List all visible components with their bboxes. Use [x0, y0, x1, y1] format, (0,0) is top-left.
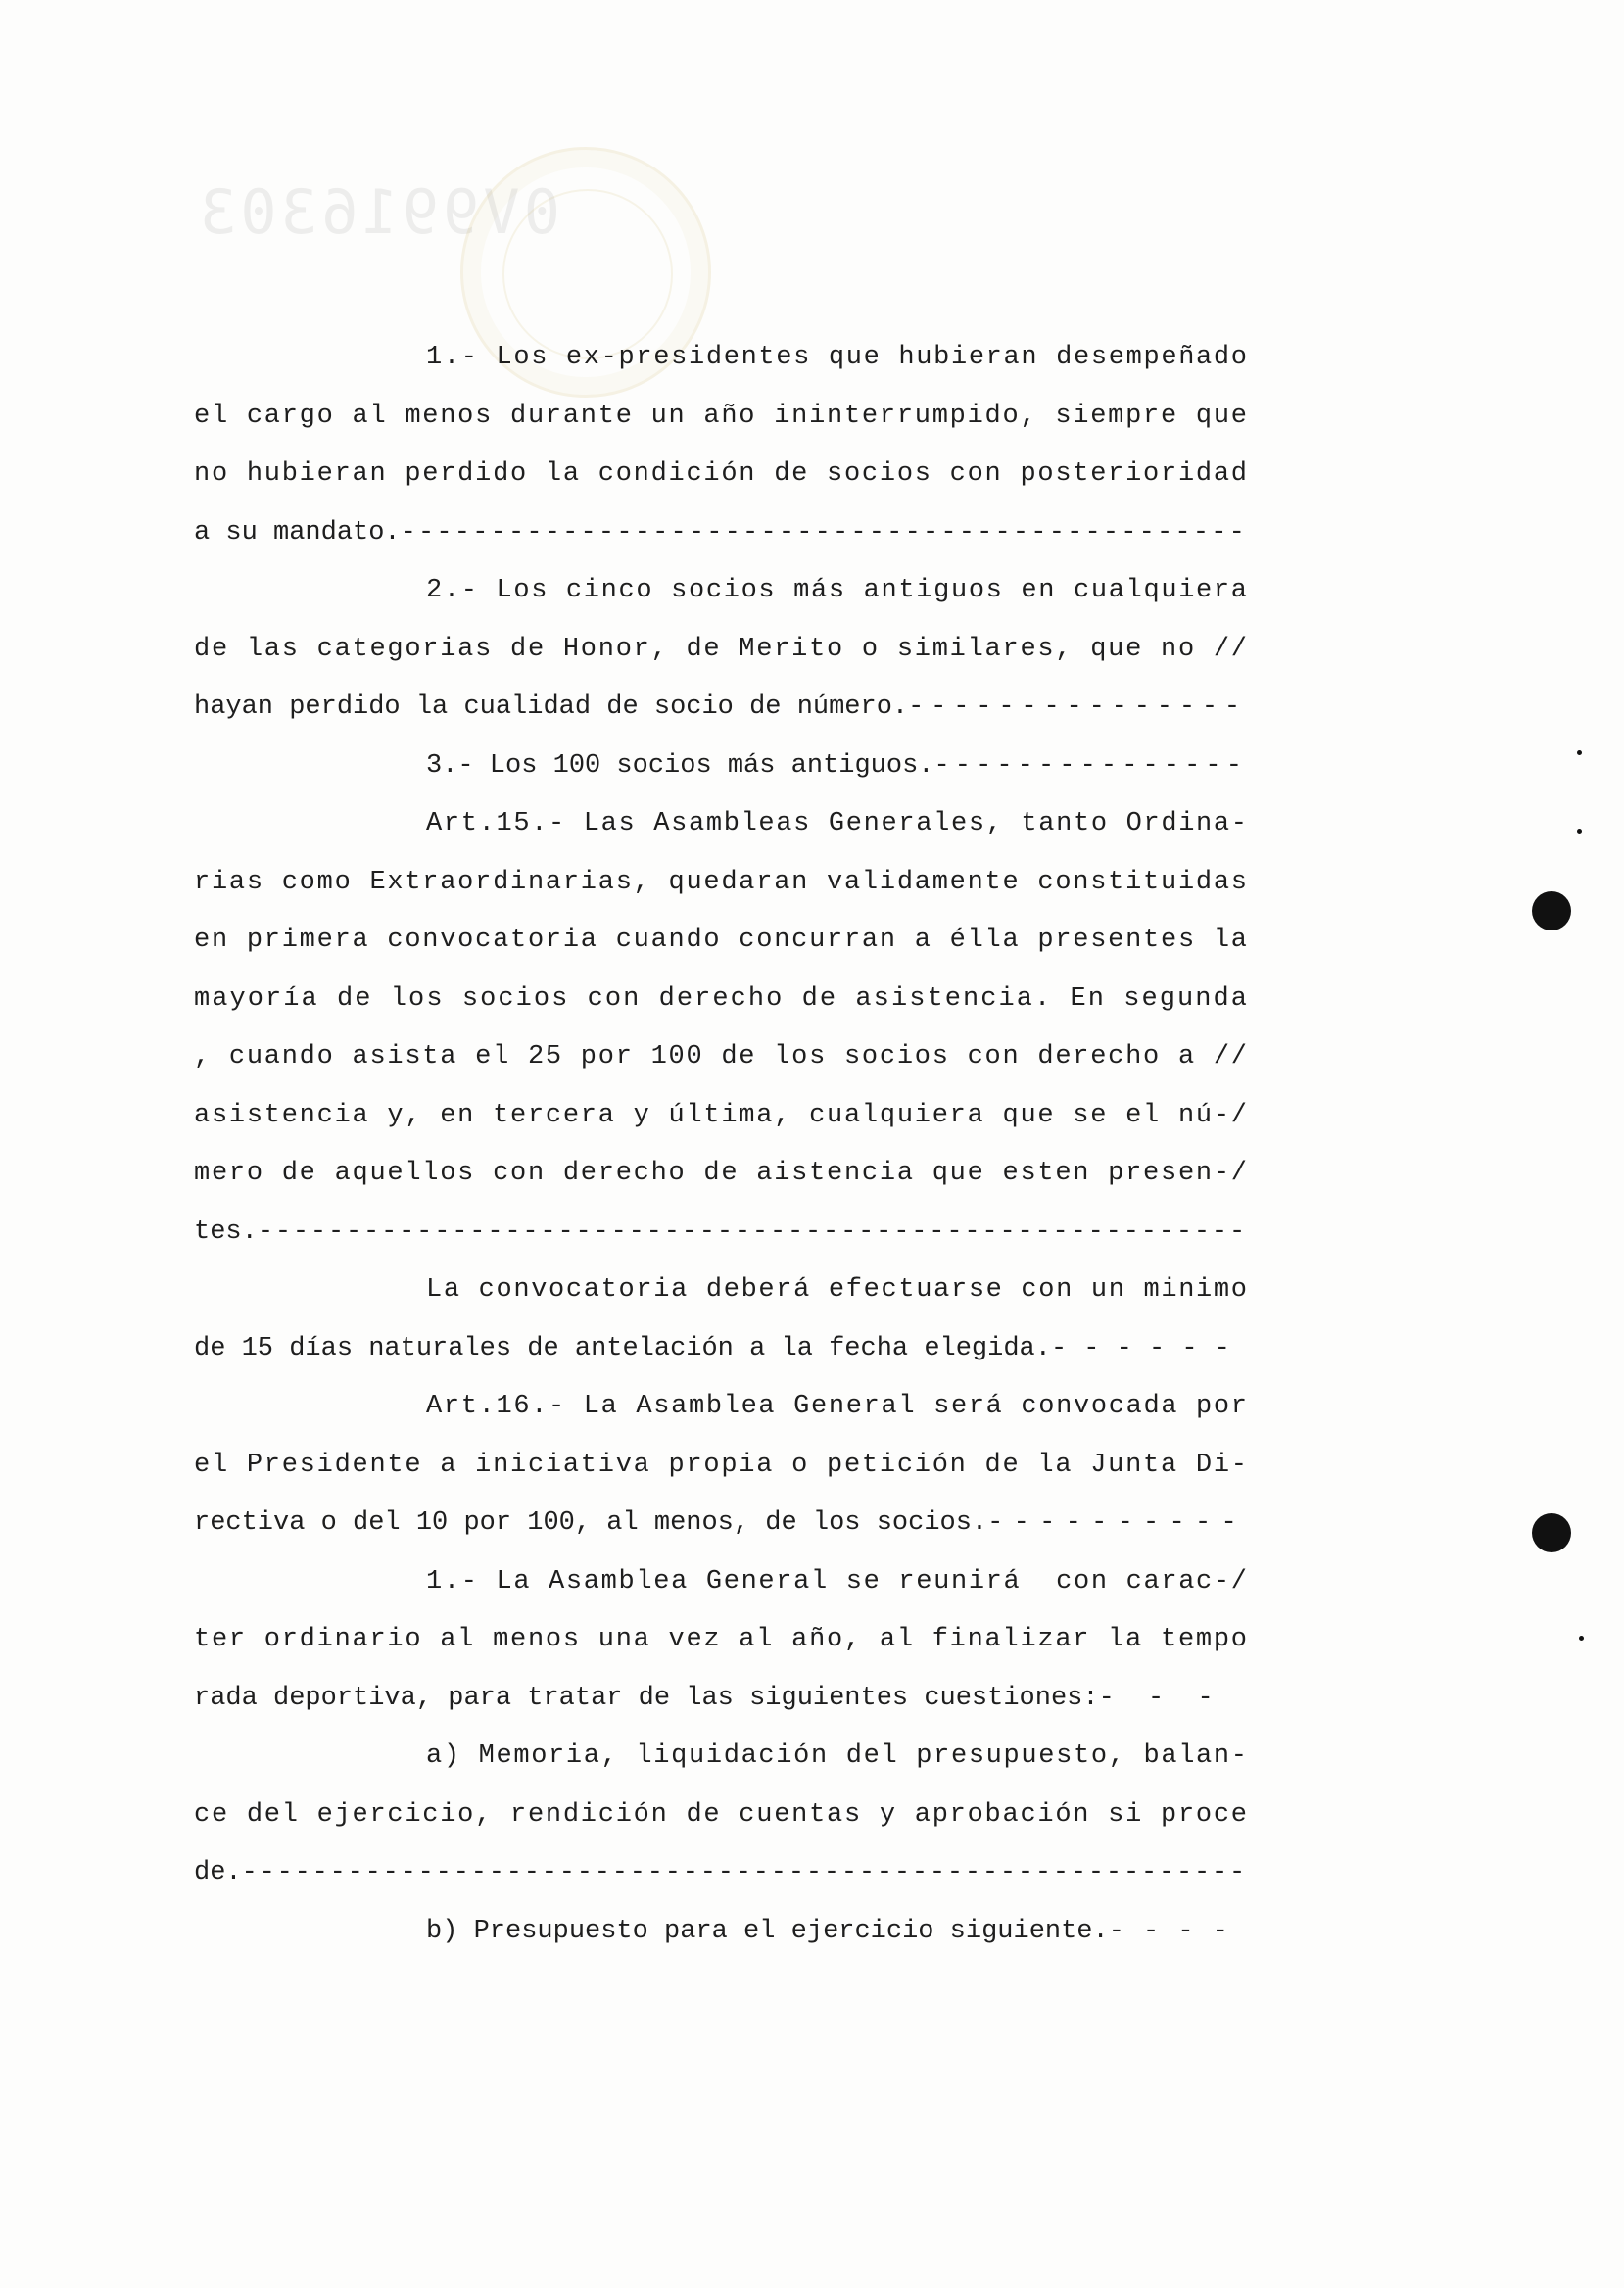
text-line: [194, 738, 1252, 796]
margin-punch-hole: [1532, 891, 1571, 930]
line-text: de las categorias de Honor, de Merito o similares, que no //: [194, 634, 1249, 664]
line-text: en primera convocatoria cuando concurran a élla presentes la: [194, 926, 1249, 955]
line-text: Art.16.- La Asamblea General será convocada por: [426, 1392, 1249, 1421]
line-text: b) Presupuesto para el ejercicio siguiente.: [426, 1916, 1109, 1946]
line-text: , cuando asista el 25 por 100 de los socios con derecho a //: [194, 1042, 1249, 1072]
line-text: rias como Extraordinarias, quedaran validamente constituidas: [194, 867, 1249, 897]
line-text: ter ordinario al menos una vez al año, al finalizar la tempo: [194, 1625, 1249, 1654]
line-text: rada deportiva, para tratar de las siguientes cuestiones:: [194, 1683, 1099, 1713]
text-line: [194, 562, 1252, 621]
text-line: [194, 795, 1252, 854]
text-line: [194, 854, 1252, 913]
fill-dashes: ----------: [987, 1508, 1247, 1538]
line-text: rectiva o del 10 por 100, al menos, de los socios.: [194, 1508, 988, 1538]
text-line: [194, 1495, 1252, 1553]
bleed-through-watermark: 0V9916303: [196, 176, 560, 248]
line-text: 2.- Los cinco socios más antiguos en cualquiera: [426, 576, 1249, 605]
document-body: [194, 329, 1252, 1961]
line-text: 1.- La Asamblea General se reunirá con carac-/: [426, 1566, 1249, 1597]
text-line: [194, 1553, 1252, 1612]
text-line: [194, 1145, 1252, 1204]
text-line: [194, 1728, 1252, 1787]
line-text: 1.- Los ex-presidentes que hubieran desempeñado: [426, 343, 1249, 372]
line-text: el Presidente a iniciativa propia o petición de la Junta Di-: [194, 1450, 1249, 1480]
line-text: de.: [194, 1858, 242, 1887]
text-line: [194, 388, 1252, 447]
text-line: [194, 1437, 1252, 1496]
margin-speck: [1577, 750, 1582, 755]
text-line: [194, 1262, 1252, 1320]
text-line: [194, 679, 1252, 738]
fill-dashes: ---------------: [933, 750, 1247, 781]
fill-dashes: ------: [1050, 1333, 1247, 1363]
line-text: de 15 días naturales de antelación a la fecha elegida.: [194, 1333, 1051, 1363]
line-text: La convocatoria deberá efectuarse con un minimo: [426, 1275, 1249, 1305]
text-line: [194, 971, 1252, 1029]
fill-dashes: ---------------: [908, 692, 1247, 722]
text-line: [194, 1787, 1252, 1845]
text-line: [194, 1670, 1252, 1729]
margin-punch-hole: [1532, 1513, 1571, 1552]
text-line: [194, 1028, 1252, 1087]
text-line: [194, 1378, 1252, 1437]
text-line: [194, 1204, 1252, 1263]
line-text: asistencia y, en tercera y última, cualquiera que se el nú-/: [194, 1100, 1249, 1130]
text-line: [194, 329, 1252, 388]
text-line: [194, 1844, 1252, 1903]
line-text: a su mandato.: [194, 517, 401, 548]
line-text: ce del ejercicio, rendición de cuentas y aprobación si proce: [194, 1799, 1249, 1830]
line-text: hayan perdido la cualidad de socio de número.: [194, 692, 909, 722]
text-line: [194, 446, 1252, 504]
margin-speck: [1577, 829, 1582, 834]
fill-dashes: ---------------------------------------------------------: [241, 1858, 1247, 1887]
text-line: [194, 621, 1252, 680]
text-line: [194, 1903, 1252, 1962]
text-line: [194, 504, 1252, 563]
text-line: [194, 1087, 1252, 1146]
line-text: mero de aquellos con derecho de aistencia que esten presen-/: [194, 1159, 1249, 1188]
line-text: el cargo al menos durante un año ininterrumpido, siempre que: [194, 401, 1249, 431]
line-text: a) Memoria, liquidación del presupuesto, balan-: [426, 1741, 1249, 1771]
line-text: mayoría de los socios con derecho de asistencia. En segunda: [194, 983, 1250, 1014]
fill-dashes: --------------------------------------------------------: [257, 1216, 1247, 1247]
fill-dashes: -----------------------------------------------: [400, 517, 1247, 548]
fill-dashes: ----: [1108, 1916, 1247, 1946]
text-line: [194, 1611, 1252, 1670]
line-text: tes.: [194, 1216, 258, 1247]
line-text: 3.- Los 100 socios más antiguos.: [426, 750, 934, 781]
fill-dashes: ---: [1098, 1683, 1247, 1713]
margin-speck: [1579, 1636, 1584, 1641]
text-line: [194, 1320, 1252, 1379]
line-text: no hubieran perdido la condición de socios con posterioridad: [194, 459, 1249, 489]
line-text: Art.15.- Las Asambleas Generales, tanto Ordina-: [426, 809, 1249, 838]
text-line: [194, 912, 1252, 971]
